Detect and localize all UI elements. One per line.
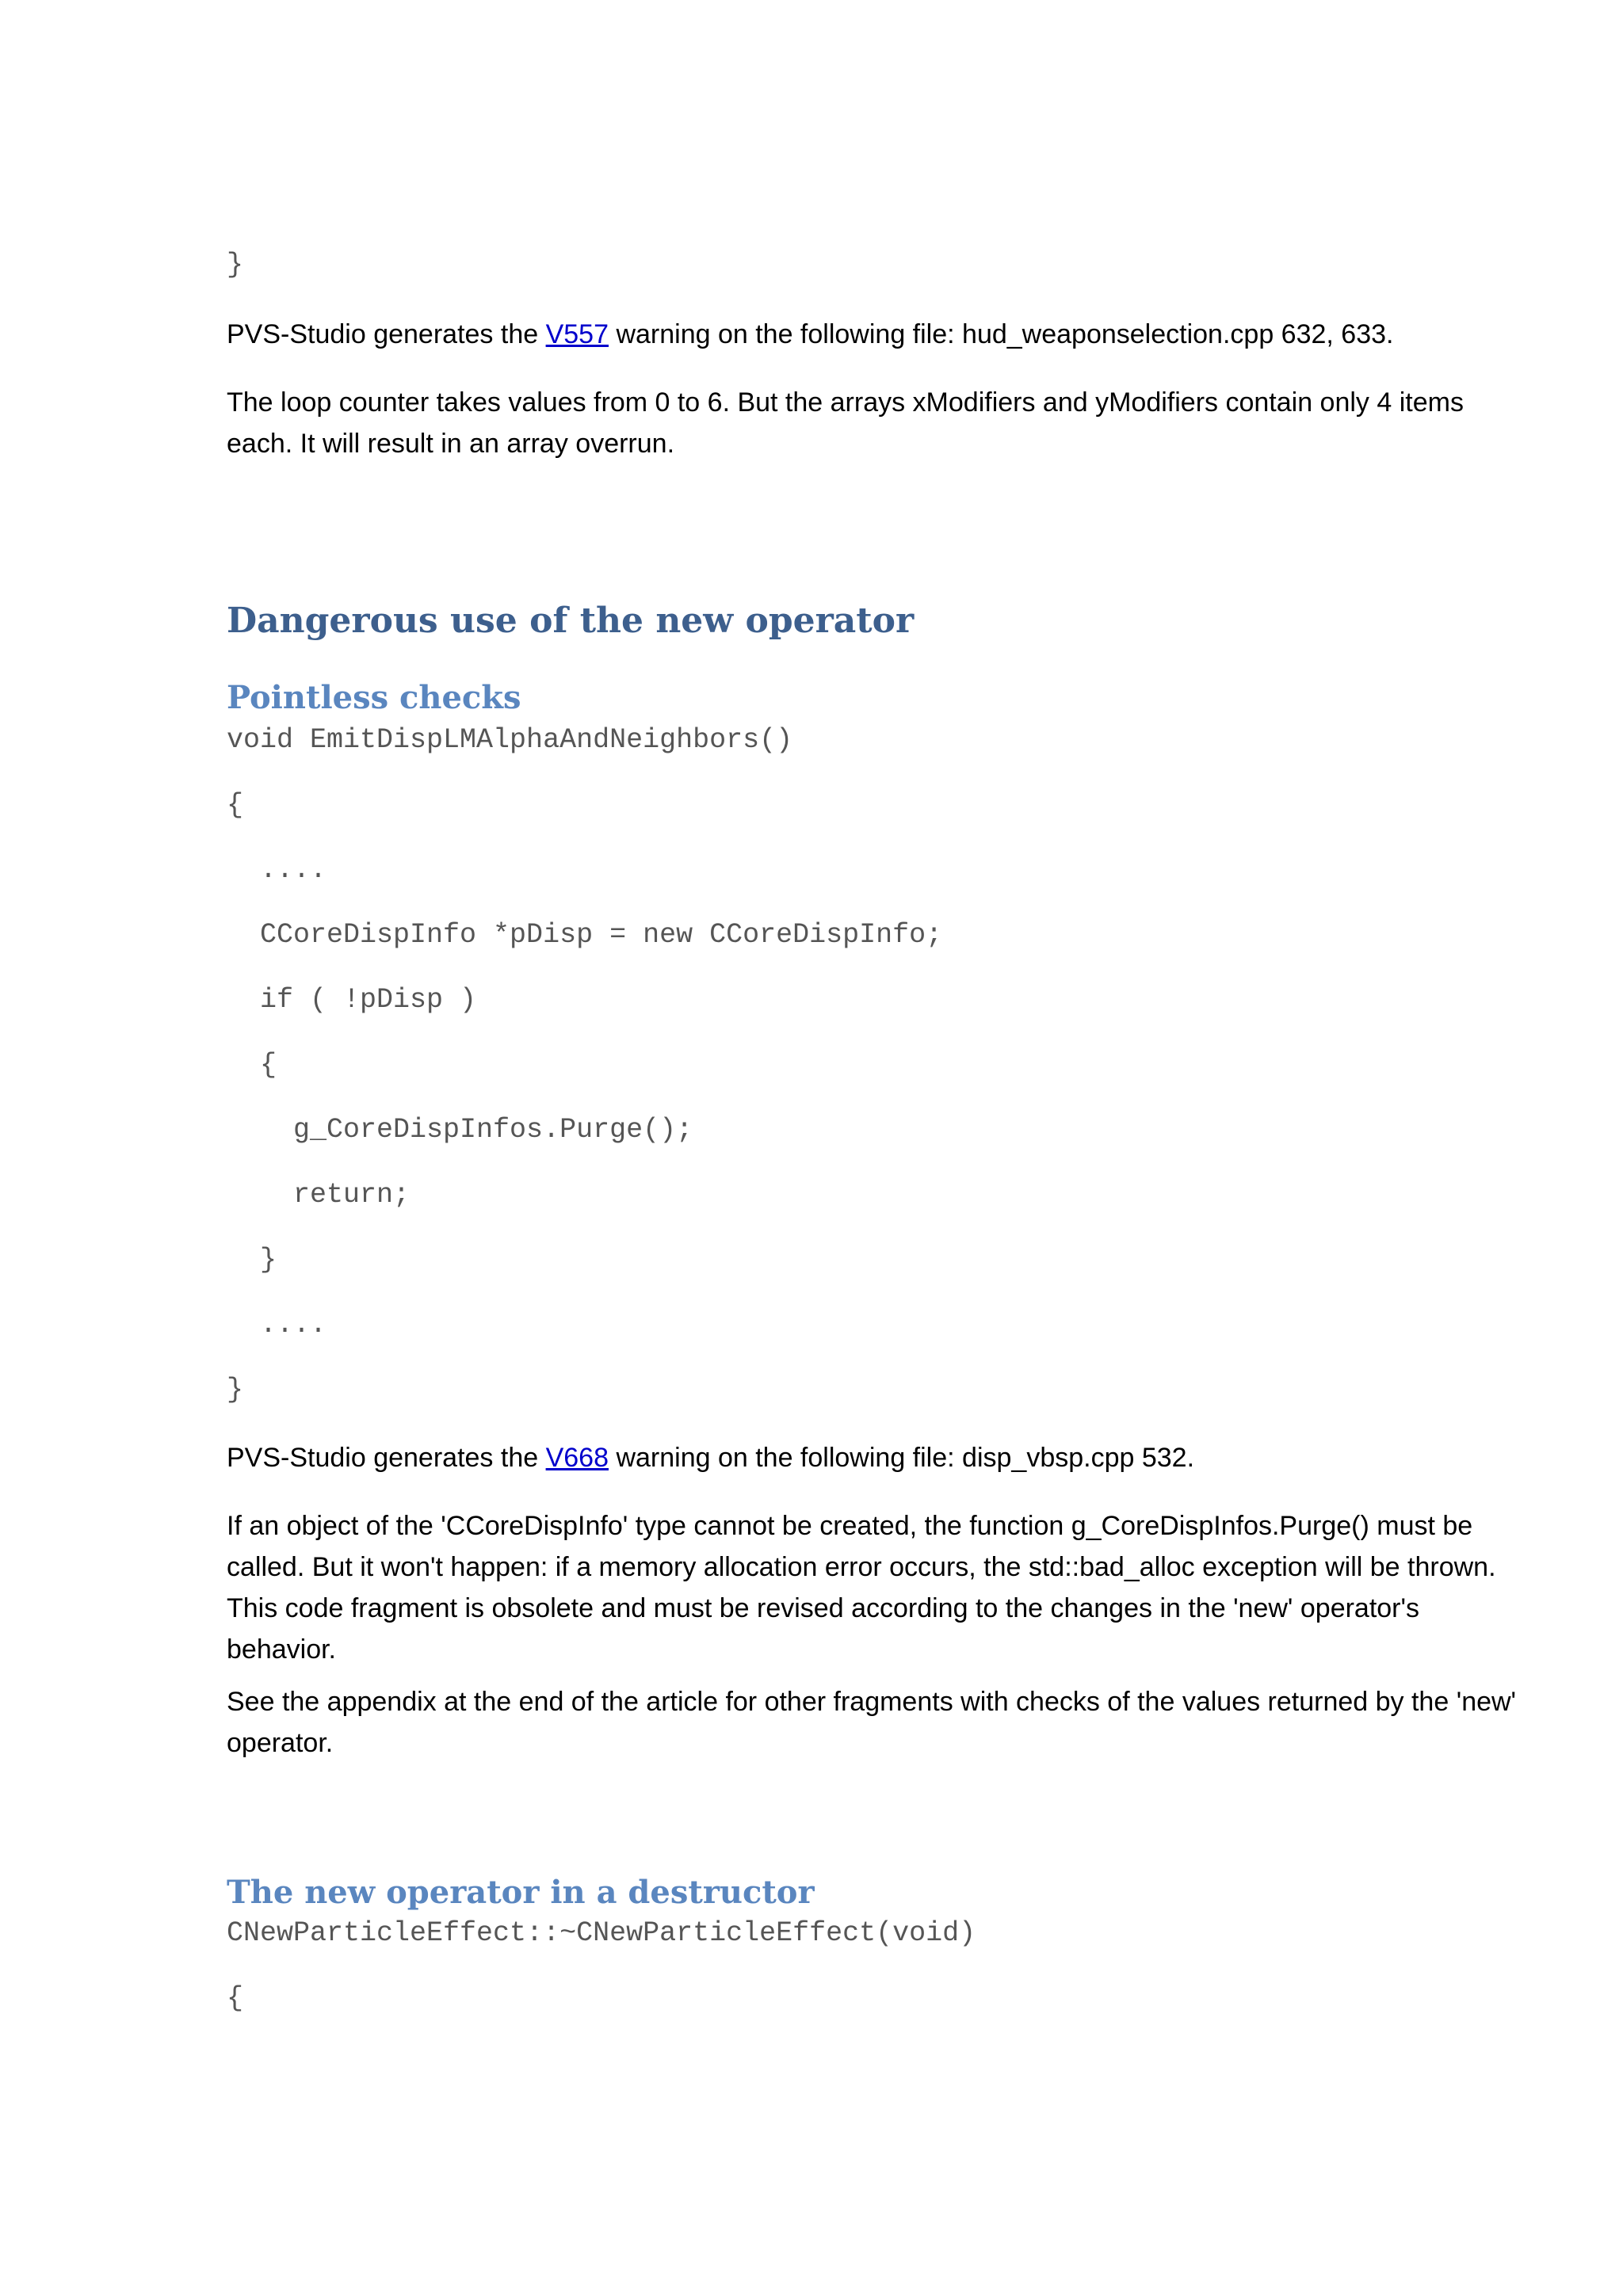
appendix-note: See the appendix at the end of the article for other fragments with checks of the values returned by the 'new' operator. <box>227 1687 1517 1758</box>
heading-dangerous-new-operator: Dangerous use of the new operator <box>227 601 915 641</box>
code-line: } <box>227 1244 277 1276</box>
new-operator-explanation: If an object of the 'CCoreDispInfo' type cannot be created, the function g_CoreDispInfos.Purge() must be called. But it won't happen: if a memory allocation error occurs, the std::bad_alloc exception will be thrown. This code fragment is obsolete and must be revised according to the changes in the 'new' operator's behavior. <box>227 1511 1496 1665</box>
code-line: { <box>227 1049 277 1081</box>
code-closing-brace: } <box>227 249 244 280</box>
subheading-new-operator-destructor: The new operator in a destructor <box>227 1874 815 1911</box>
warning-suffix: warning on the following file: hud_weaponselection.cpp 632, 633. <box>609 319 1394 349</box>
code-line: } <box>227 1374 244 1405</box>
warning-prefix: PVS-Studio generates the <box>227 1443 546 1473</box>
warning-suffix: warning on the following file: disp_vbsp.cpp 532. <box>609 1443 1195 1473</box>
code-line: g_CoreDispInfos.Purge(); <box>227 1114 693 1146</box>
code-line: void EmitDispLMAlphaAndNeighbors() <box>227 724 793 756</box>
code-line: .... <box>227 1309 327 1341</box>
code-line: .... <box>227 854 327 886</box>
warning-v557-paragraph <box>227 314 1526 355</box>
code-line: CNewParticleEffect::~CNewParticleEffect(void) <box>227 1917 976 1949</box>
code-line: if ( !pDisp ) <box>227 984 477 1016</box>
v668-link[interactable]: V668 <box>545 1443 609 1473</box>
code-line: { <box>227 1982 244 2014</box>
warning-v668-paragraph <box>227 1437 1526 1478</box>
subheading-pointless-checks: Pointless checks <box>227 679 521 716</box>
code-line: { <box>227 789 244 821</box>
code-line: CCoreDispInfo *pDisp = new CCoreDispInfo; <box>227 919 943 951</box>
array-overrun-explanation: The loop counter takes values from 0 to 6. But the arrays xModifiers and yModifiers contain only 4 items each. It will result in an array overrun. <box>227 387 1464 459</box>
v557-link[interactable]: V557 <box>545 319 609 349</box>
code-line: return; <box>227 1179 411 1211</box>
warning-prefix: PVS-Studio generates the <box>227 319 546 349</box>
